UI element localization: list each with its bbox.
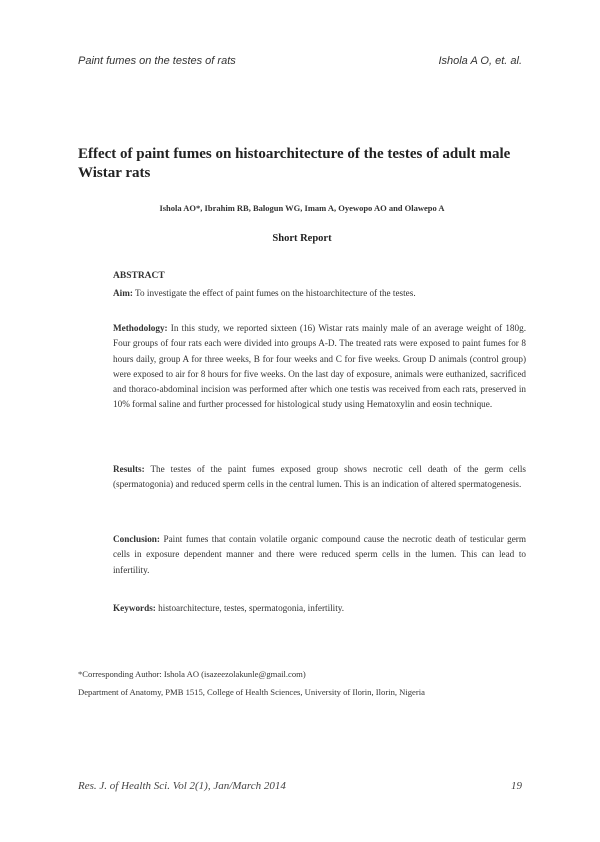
abstract-results <box>113 462 526 493</box>
results-label: Results: <box>113 464 145 474</box>
keywords-text: histoarchitecture, testes, spermatogonia, infertility. <box>155 603 345 613</box>
page-number: 19 <box>511 780 522 792</box>
author-list: Ishola AO*, Ibrahim RB, Balogun WG, Imam A, Oyewopo AO and Olawepo A <box>159 203 445 213</box>
methodology-text: In this study, we reported sixteen (16) Wistar rats mainly male of an average weight of 180g. Four groups of four rats each were divided into groups A-D. The treated rats were exposed to paint fumes for 8 hours daily, group A for three weeks, B for four weeks and C for five weeks. Group D animals (control group) were exposed to air for 8 hours for five weeks. On the last day of exposure, animals were euthanized, sacrificed and thoraco-abdominal incision was performed after which one testis was received from each rats, preserved in 10% formal saline and further processed for histological study using Hematoxylin and eosin technique. <box>113 323 526 410</box>
article-title: Effect of paint fumes on histoarchitecture of the testes of adult male Wistar rats <box>78 146 511 181</box>
article-type: Short Report <box>272 233 332 244</box>
aim-text: To investigate the effect of paint fumes on the histoarchitecture of the testes. <box>132 288 416 298</box>
running-head-authors: Ishola A O, et. al. <box>438 55 522 67</box>
abstract-methodology <box>113 321 526 413</box>
journal-citation: Res. J. of Health Sci. Vol 2(1), Jan/March 2014 <box>78 780 286 792</box>
abstract-keywords <box>113 601 526 616</box>
conclusion-text: Paint fumes that contain volatile organic compound cause the necrotic death of testicular germ cells in exposure dependent manner and there were reduced sperm cells in the lumen. This can lead to infertility. <box>113 534 526 575</box>
running-head-title: Paint fumes on the testes of rats <box>78 55 236 67</box>
abstract-heading: ABSTRACT <box>113 271 165 281</box>
conclusion-label: Conclusion: <box>113 534 160 544</box>
corresponding-author-footnote: *Corresponding Author: Ishola AO (isazeezolakunle@gmail.com) <box>78 669 306 679</box>
results-text: The testes of the paint fumes exposed group shows necrotic cell death of the germ cells (spermatogonia) and reduced sperm cells in the central lumen. This is an indication of altered spermatogenesis. <box>113 464 526 490</box>
aim-label: Aim: <box>113 288 133 298</box>
affiliation-footnote: Department of Anatomy, PMB 1515, College of Health Sciences, University of Ilorin, Ilorin, Nigeria <box>78 687 425 697</box>
keywords-label: Keywords: <box>113 603 156 613</box>
abstract-aim <box>113 286 526 301</box>
abstract-conclusion <box>113 532 526 578</box>
methodology-label: Methodology: <box>113 323 168 333</box>
